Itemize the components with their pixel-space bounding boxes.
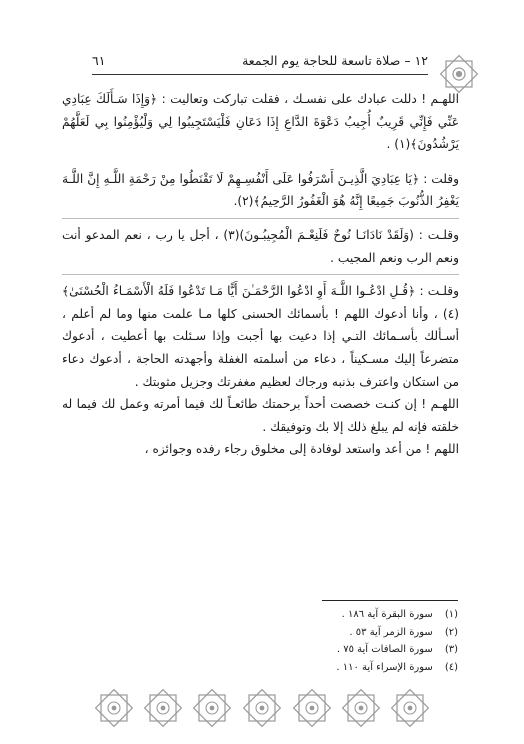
page-body bbox=[62, 88, 459, 461]
quran-verse: ﴿يَا عِبَادِيَ الَّذِيـنَ أَسْرَفُوا عَلَى أَنْفُسِـهِمْ لَا تَقْنَطُوا مِنْ رَحْمَةِ اللَّـهِ إِنَّ اللَّـهَ يَغْفِرُ الذُّنُوبَ جَمِيعًا إِنَّهُ هُوَ الْغَفُورُ الرَّحِيمُ﴾ bbox=[62, 171, 459, 209]
footnote-rule bbox=[322, 600, 458, 601]
paragraph-3 bbox=[62, 224, 459, 269]
section-divider bbox=[62, 218, 459, 219]
paragraph-5 bbox=[62, 393, 459, 438]
footnotes bbox=[250, 606, 458, 676]
page-header bbox=[92, 48, 428, 72]
footnote: (٤) سورة الإسراء آية ١١٠ . bbox=[336, 661, 458, 673]
paragraph-text: وقلـت : bbox=[415, 284, 459, 299]
paragraph-1 bbox=[62, 88, 459, 156]
footnote: (١) سورة البقرة آية ١٨٦ . bbox=[341, 609, 458, 620]
quran-verse: ﴿وَإِذَا سَـأَلَكَ عِبَادِي عَنِّي فَإِنِّي قَرِيبٌ أُجِيبُ دَعْوَةَ الدَّاعِ إِذَا دَعَانِ فَلْيَسْتَجِيبُوا لِي وَلْيُؤْمِنُوا بِي لَعَلَّهُمْ يَرْشُدُونَ﴾ bbox=[62, 92, 459, 152]
chapter-title: ١٢ – صلاة تاسعة للحاجة يوم الجمعة bbox=[242, 52, 428, 68]
footnote: (٣) سورة الصافات آية ٧٥ . bbox=[336, 644, 458, 655]
paragraph-text: اللهـم ! دللت عبادك على نفسـك ، فقلت تباركت وتعاليت : bbox=[157, 92, 459, 106]
page-number: ٦١ bbox=[92, 52, 106, 68]
paragraph-text: اللهـم ! إن كنـت خصصت أحداً برحمتك طائعـاً لك فيما أمرته وعمل لك فيما له خلقته فإنه لم يبلغ ذلك إلا بك وتوفيقك . bbox=[62, 397, 459, 434]
paragraph-text: (٤) ، وأنا أدعوك اللهم ! بأسمائك الحسنى كلها مـا علمت منها وما لم أعلم ، أسـألك بأسـمائك التـي إذا دعيت بها أجبت وإذا سـئلت بها أعطيت ، أدعوك متضرعاً إليك مسـكيناً ، دعاء من أسلمته الغفلة وأجهدته الحاجة ، أدعوك دعاء من استكان واعترف بذنبه ورجاك لعظيم مغفرتك وجزيل مثوبتك . bbox=[62, 306, 459, 389]
quran-verse: (وَلَقَدْ نَادَانَـا نُوحٌ فَلَنِعْـمَ الْمُجِيبُـونَ) bbox=[239, 227, 414, 242]
paragraph-6 bbox=[62, 438, 459, 461]
paragraph-text: (٣) ، أجل يا رب ، نعم المدعو أنت ونعم الرب ونعم المجيب . bbox=[62, 227, 459, 265]
ornament-row-icon bbox=[92, 686, 432, 730]
footnote-ref: (٢). bbox=[233, 194, 254, 209]
paragraph-2 bbox=[62, 168, 459, 213]
paragraph-text: اللهم ! من أعد واستعد لوفادة إلى مخلوق رجاء رفده وجوائزه ، bbox=[144, 442, 459, 457]
paragraph-text: وقلت : bbox=[419, 171, 459, 186]
footnote-ref: (١) . bbox=[386, 137, 411, 152]
section-divider bbox=[62, 274, 459, 275]
quran-verse: ﴿قُـلِ ادْعُـوا اللَّـهَ أَوِ ادْعُوا الرَّحْمَـٰنَ أَيًّا مَـا تَدْعُوا فَلَهُ الْأَسْمَـاءُ الْحُسْنَىٰ﴾ bbox=[62, 284, 416, 299]
footnote: (٢) سورة الزمر آية ٥٣ . bbox=[349, 626, 458, 638]
header-rule bbox=[92, 74, 428, 75]
paragraph-4 bbox=[62, 280, 459, 393]
paragraph-text: وقلـت : bbox=[413, 227, 459, 242]
